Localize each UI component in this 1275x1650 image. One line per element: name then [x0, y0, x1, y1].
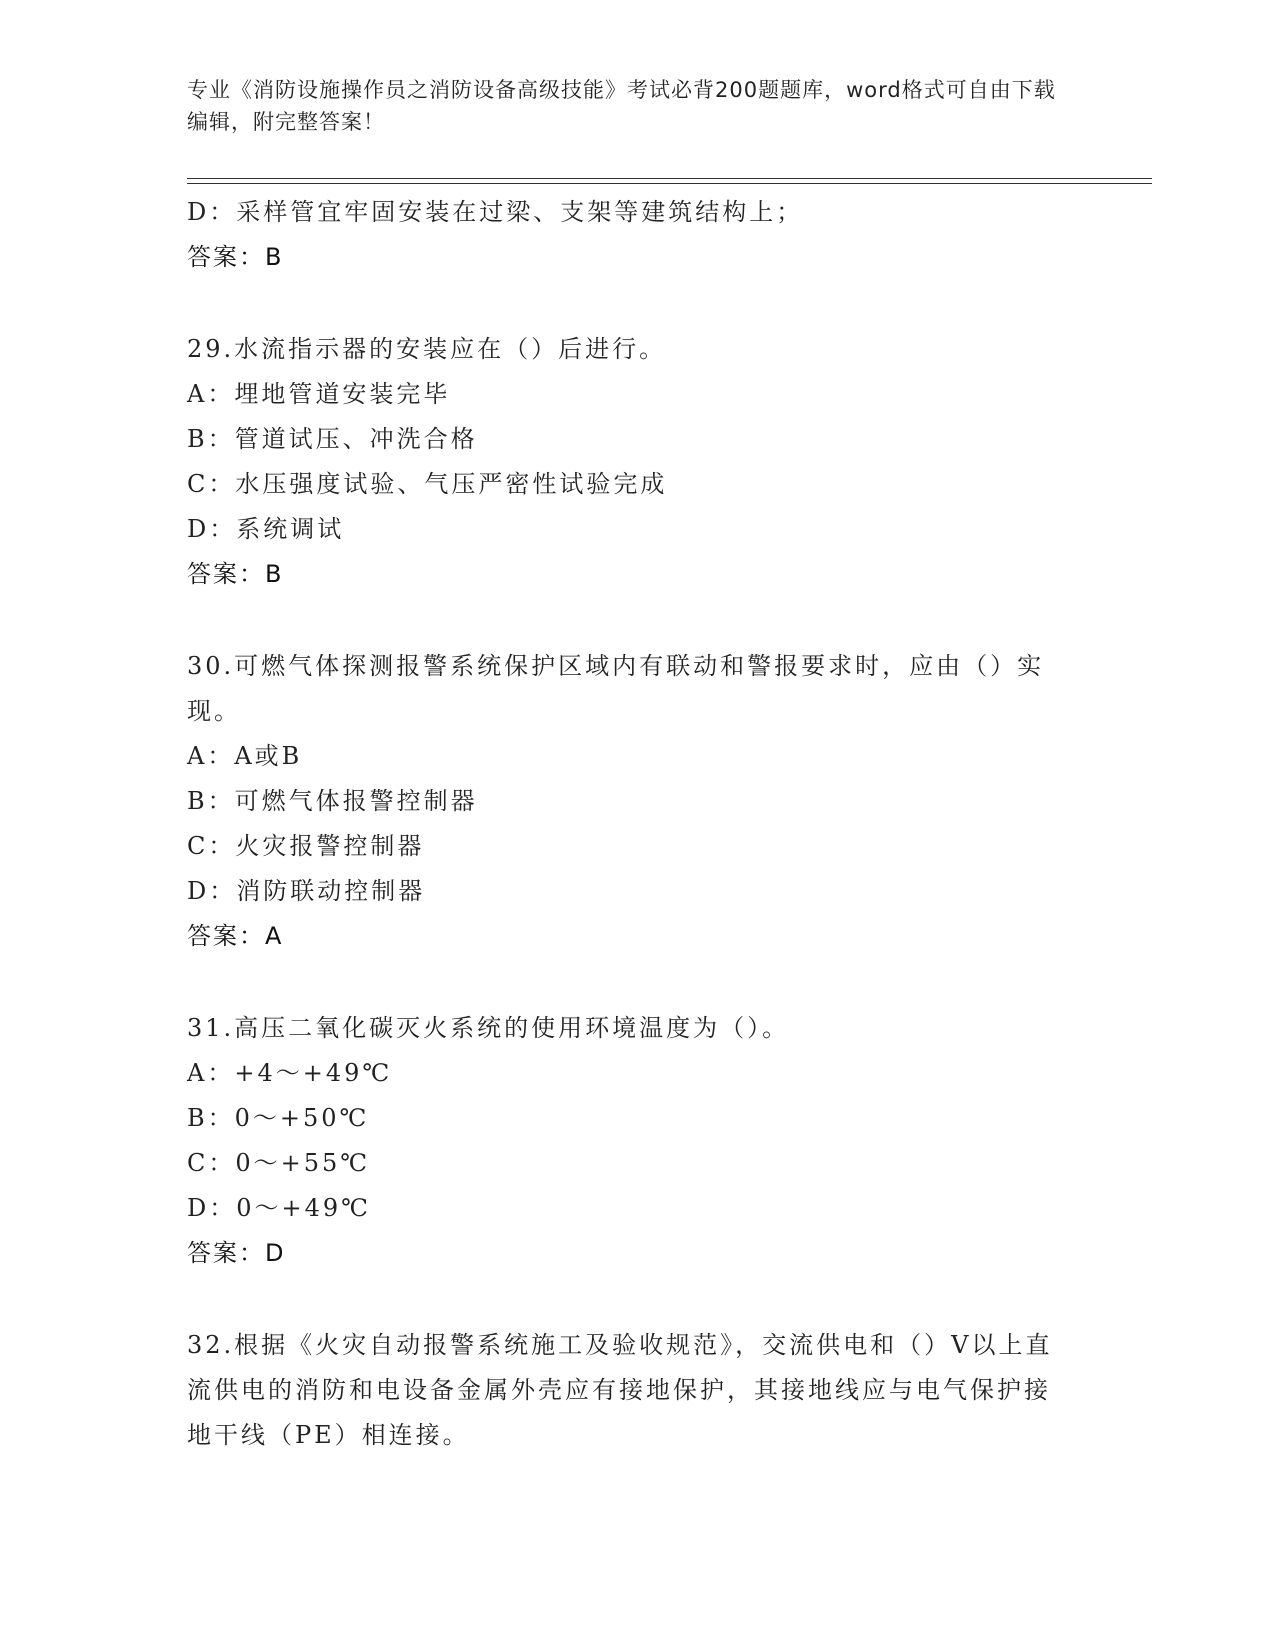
option-d: D：消防联动控制器	[187, 877, 426, 905]
question-32	[187, 1323, 1067, 1458]
option-d: D：采样管宜牢固安装在过梁、支架等建筑结构上；	[187, 198, 804, 226]
question-30	[187, 644, 1067, 959]
answer: 答案：B	[187, 243, 284, 271]
option-b: B：管道试压、冲洗合格	[187, 425, 478, 453]
question-29	[187, 327, 1067, 597]
option-b: B：0～+50℃	[187, 1104, 370, 1132]
answer: 答案：B	[187, 560, 284, 588]
document-header: 专业《消防设施操作员之消防设备高级技能》考试必背200题题库，word格式可自由下载编辑，附完整答案！	[187, 78, 1056, 134]
option-c: C：0～+55℃	[187, 1149, 371, 1177]
option-a: A：+4～+49℃	[187, 1059, 393, 1087]
header-rule-bottom	[187, 183, 1152, 184]
question-list	[187, 190, 1067, 1458]
question-stem: 29.水流指示器的安装应在（）后进行。	[187, 335, 667, 363]
option-d: D：0～+49℃	[187, 1194, 372, 1222]
question-stem: 32.根据《火灾自动报警系统施工及验收规范》，交流供电和（）V以上直流供电的消防和电设备金属外壳应有接地保护，其接地线应与电气保护接地干线（PE）相连接。	[187, 1331, 1053, 1449]
question-stem: 30.可燃气体探测报警系统保护区域内有联动和警报要求时，应由（）实现。	[187, 652, 1045, 725]
question-stem: 31.高压二氧化碳灭火系统的使用环境温度为（）。	[187, 1014, 790, 1042]
answer: 答案：D	[187, 1239, 286, 1267]
question-31	[187, 1006, 1067, 1276]
answer: 答案：A	[187, 922, 284, 950]
question-28-tail	[187, 190, 1067, 280]
option-b: B：可燃气体报警控制器	[187, 787, 478, 815]
option-a: A：A或B	[187, 742, 303, 770]
option-a: A：埋地管道安装完毕	[187, 380, 451, 408]
header-rule-top	[187, 178, 1152, 179]
option-c: C：水压强度试验、气压严密性试验完成	[187, 470, 668, 498]
option-d: D：系统调试	[187, 515, 345, 543]
option-c: C：火灾报警控制器	[187, 832, 425, 860]
